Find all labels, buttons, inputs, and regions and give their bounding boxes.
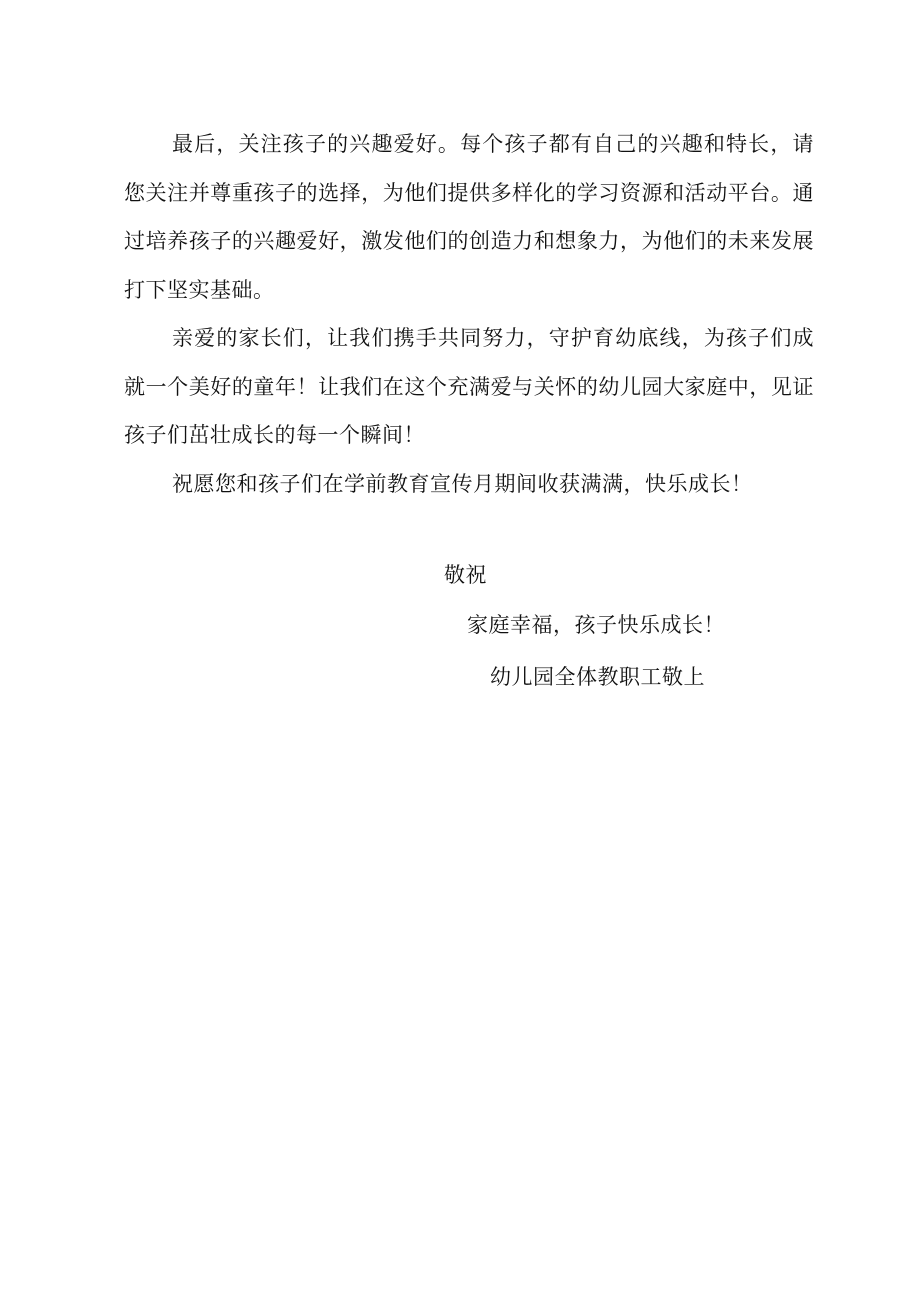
closing-wish: 家庭幸福，孩子快乐成长！ — [467, 613, 725, 637]
paragraph-interests: 最后，关注孩子的兴趣爱好。每个孩子都有自己的兴趣和特长，请您关注并尊重孩子的选择，为他们提供多样化的学习资源和活动平台。通过培养孩子的兴趣爱好，激发他们的创造力和想象力，为他们的未来发展打下坚实基础。 — [124, 132, 814, 302]
paragraph-appeal: 亲爱的家长们，让我们携手共同努力，守护育幼底线，为孩子们成就一个美好的童年！让我们在这个充满爱与关怀的幼儿园大家庭中，见证孩子们茁壮成长的每一个瞬间！ — [124, 326, 814, 447]
letter-body — [124, 120, 814, 508]
closing-salutation: 敬祝 — [444, 563, 487, 587]
closing-signature: 幼儿园全体教职工敬上 — [490, 665, 705, 689]
paragraph-wishes: 祝愿您和孩子们在学前教育宣传月期间收获满满，快乐成长！ — [172, 471, 753, 496]
